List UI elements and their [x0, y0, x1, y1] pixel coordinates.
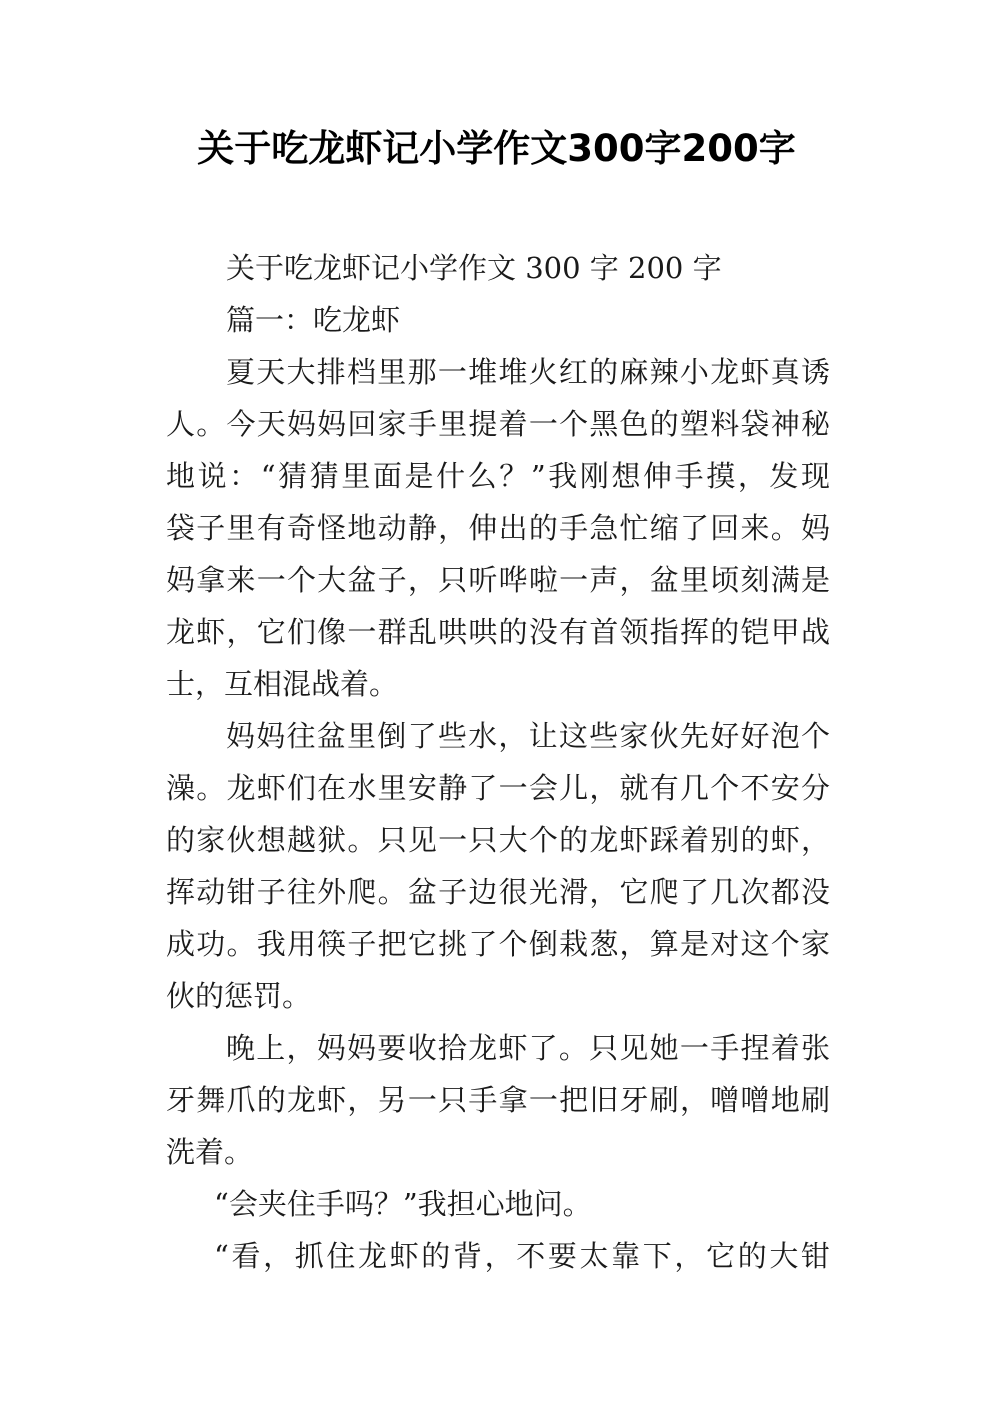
paragraph-2-line: 成功。我用筷子把它挑了个倒栽葱，算是对这个家 [166, 927, 830, 961]
dialogue-line: “看，抓住龙虾的背，不要太靠下，它的大钳 [214, 1239, 830, 1273]
paragraph-3-line: 晚上，妈妈要收拾龙虾了。只见她一手捏着张 [226, 1031, 830, 1065]
paragraph-1-line: 龙虾，它们像一群乱哄哄的没有首领指挥的铠甲战 [166, 615, 830, 649]
body-line: 关于吃龙虾记小学作文 300 字 200 字 [226, 251, 722, 285]
document-title: 关于吃龙虾记小学作文300字200字 [197, 127, 796, 170]
paragraph-3-line: 牙舞爪的龙虾，另一只手拿一把旧牙刷，噌噌地刷 [166, 1083, 830, 1117]
paragraph-1-line: 地说：“猜猜里面是什么？”我刚想伸手摸，发现 [166, 459, 830, 493]
paragraph-3-line: 洗着。 [166, 1135, 254, 1169]
paragraph-2-line: 伙的惩罚。 [166, 979, 312, 1013]
paragraph-2-line: 澡。龙虾们在水里安静了一会儿，就有几个不安分 [166, 771, 830, 805]
section-heading: 篇一：吃龙虾 [226, 303, 401, 337]
dialogue-line: “会夹住手吗？”我担心地问。 [214, 1187, 592, 1221]
paragraph-1-line: 妈拿来一个大盆子，只听哗啦一声，盆里顷刻满是 [166, 563, 830, 597]
paragraph-1-line: 袋子里有奇怪地动静，伸出的手急忙缩了回来。妈 [166, 511, 830, 545]
paragraph-1-line: 夏天大排档里那一堆堆火红的麻辣小龙虾真诱 [226, 355, 830, 389]
paragraph-1-line: 人。今天妈妈回家手里提着一个黑色的塑料袋神秘 [166, 407, 830, 441]
paragraph-2-line: 的家伙想越狱。只见一只大个的龙虾踩着别的虾， [166, 823, 830, 857]
paragraph-2-line: 挥动钳子往外爬。盆子边很光滑，它爬了几次都没 [166, 875, 830, 909]
paragraph-2-line: 妈妈往盆里倒了些水，让这些家伙先好好泡个 [226, 719, 830, 753]
paragraph-1-line: 士，互相混战着。 [166, 667, 399, 701]
